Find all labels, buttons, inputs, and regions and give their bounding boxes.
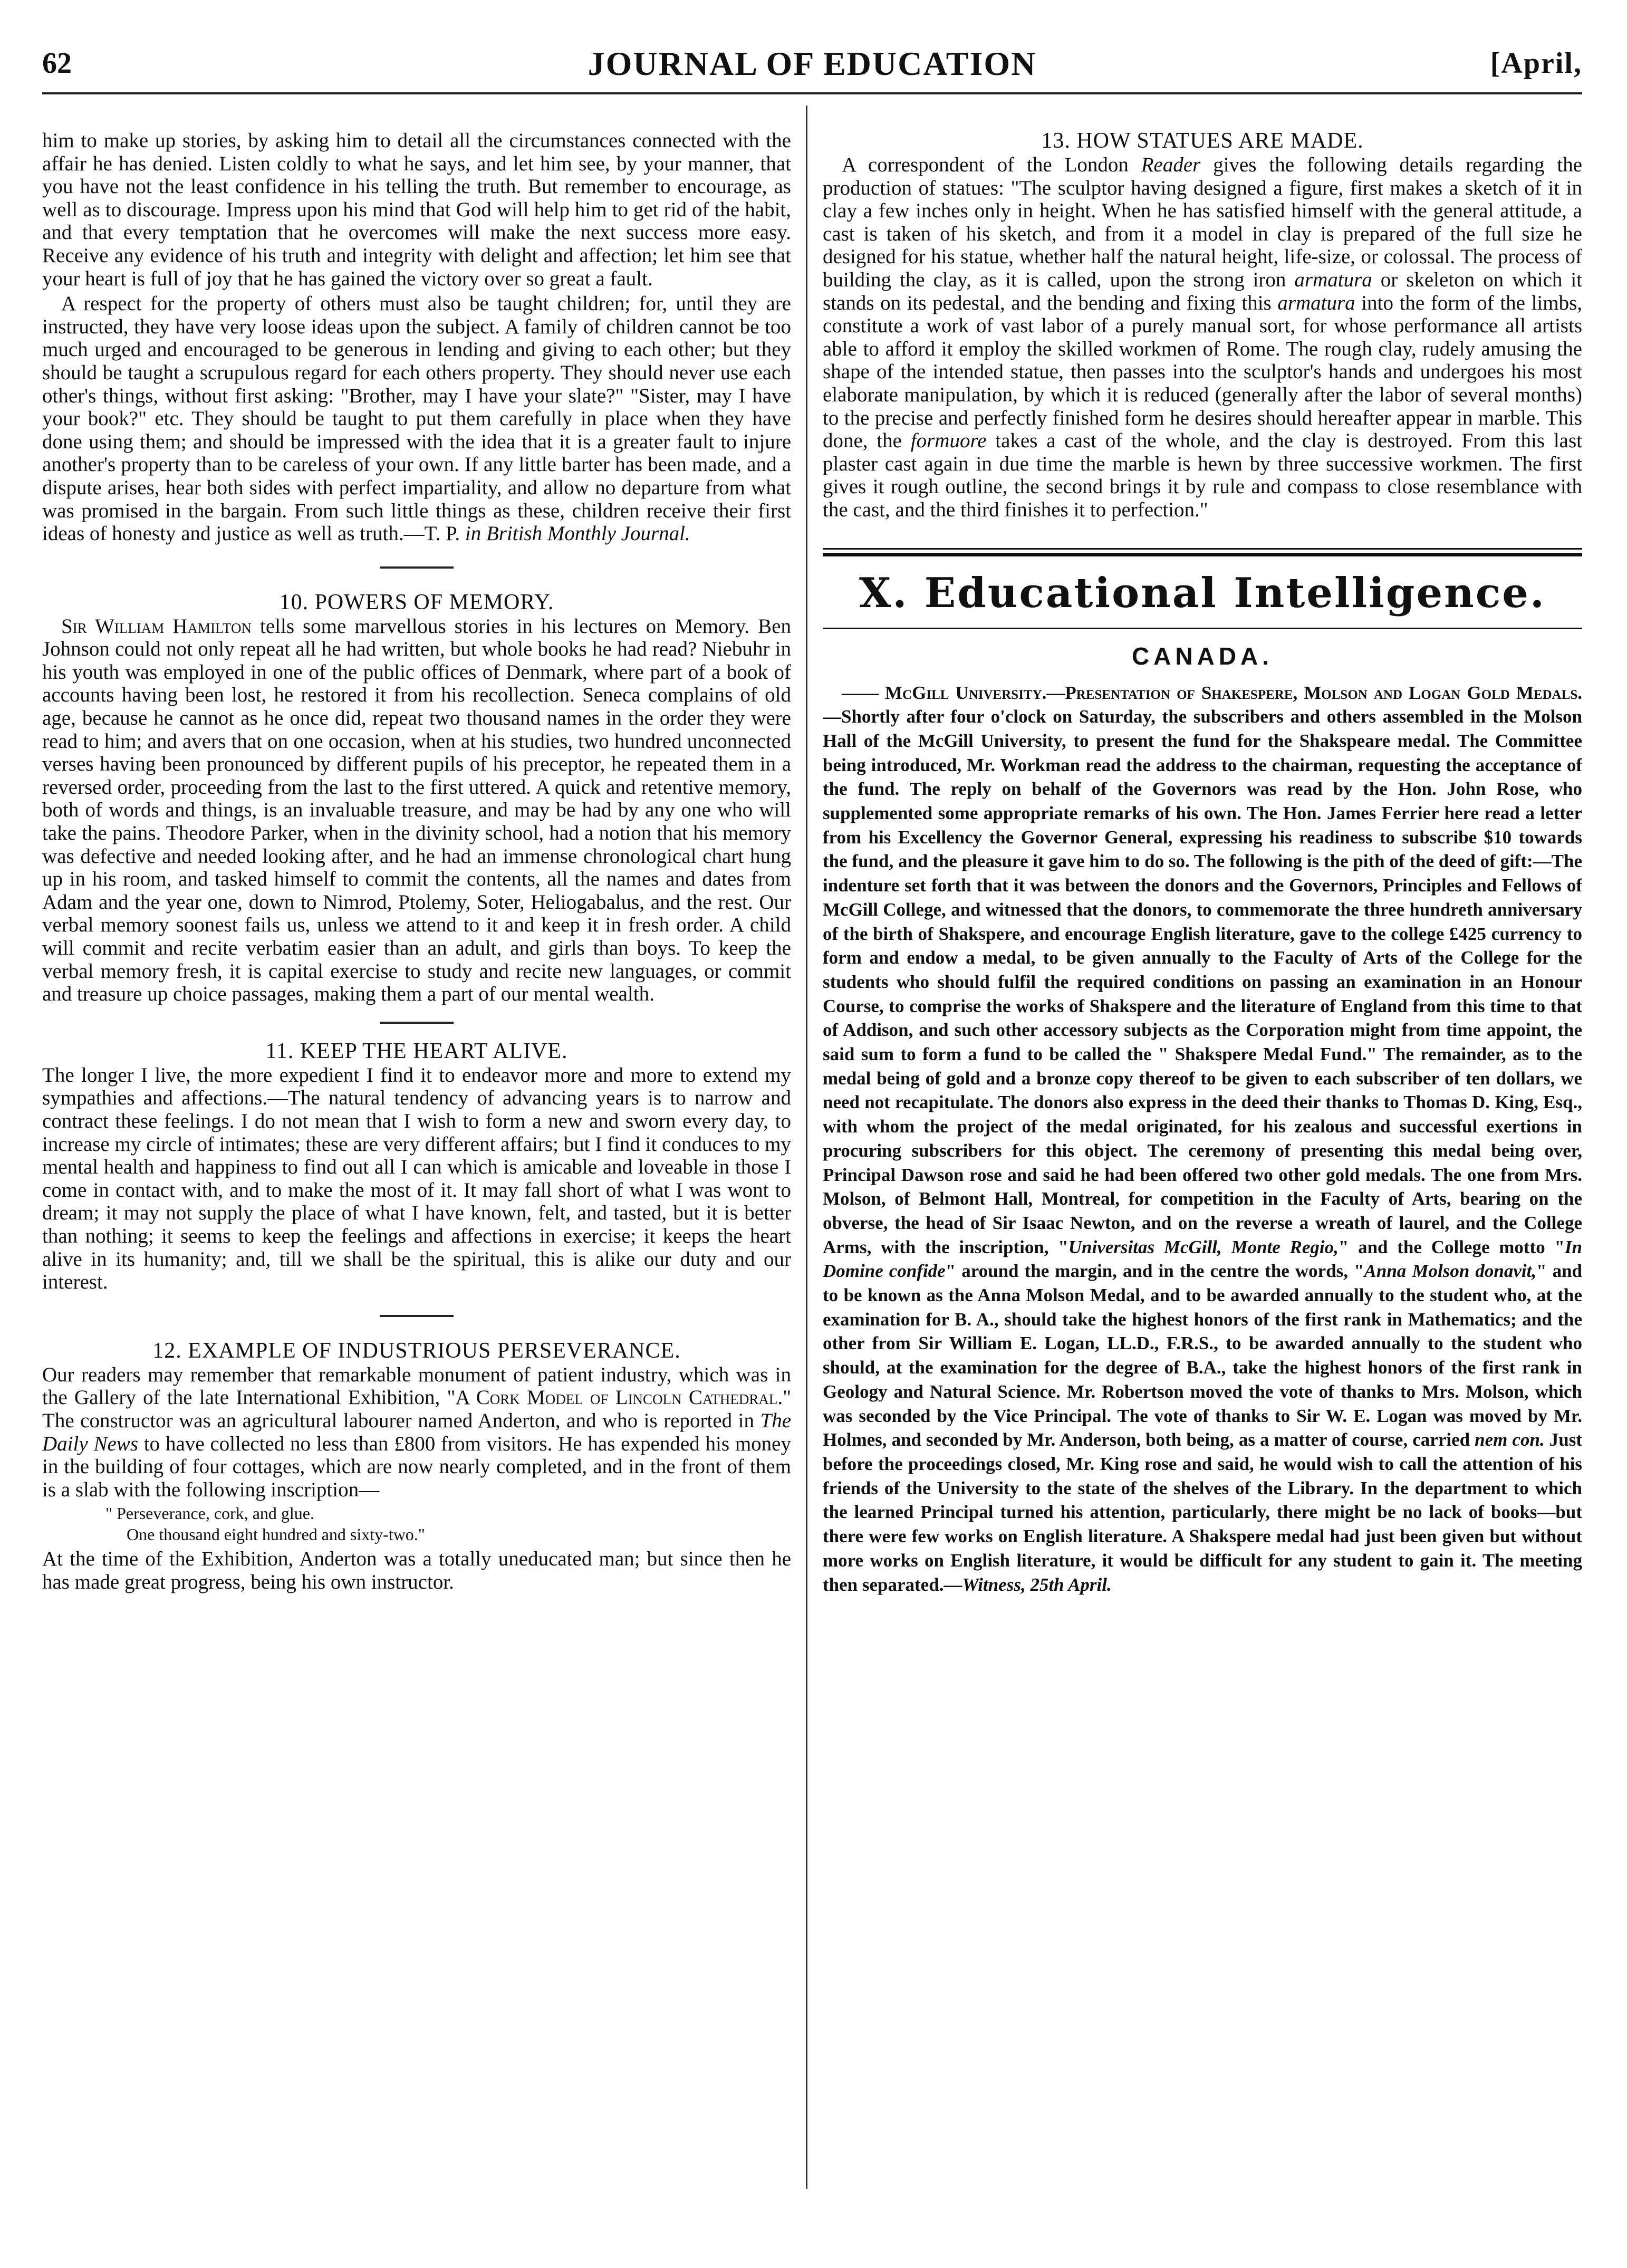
source-citation: in British Monthly Journal. (465, 522, 690, 545)
paragraph: him to make up stories, by asking him to detail all the circumstances connected with the affair he has denied. Listen coldly to what he says, and let him see, by your manner, that you have not the least confidence in his telling the truth. But remember to encourage, as well as to discourage. Impress upon his mind that God will help him to get rid of the habit, and that every temptation that he overcomes will make the next success more easy. Receive any evidence of his truth and integrity with delight and affection; let him see that your heart is full of joy that he has gained the victory over so great a fault. (42, 129, 791, 290)
running-header (42, 41, 1582, 89)
journal-title: JOURNAL OF EDUCATION (588, 45, 1037, 82)
section-rule (823, 553, 1582, 556)
section-title: 11. KEEP THE HEART ALIVE. (265, 1039, 568, 1063)
section-title: 13. HOW STATUES ARE MADE. (1041, 129, 1364, 153)
paragraph: At the time of the Exhibition, Anderton was a totally uneducated man; but since then he has made great progress, being his own instructor. (42, 1548, 791, 1593)
section-rule (823, 548, 1582, 550)
section-title: 10. POWERS OF MEMORY. (279, 590, 554, 614)
section-heading: X. Educational Intelligence. (859, 569, 1546, 617)
column-divider (806, 105, 807, 2189)
section-divider (380, 1022, 454, 1024)
page-number: 62 (42, 47, 72, 80)
paragraph: A respect for the property of others must also be taught children; for, until they are instructed, they have very loose ideas upon the subject. A family of children cannot be too much urged and encouraged to be generous in lending and giving to each other; but they should be taught a scrupulous regard for each others property. They should never use each other's things, without first asking: "Brother, may I have your slate?" "Sister, may I have your book?" etc. They should be taught to put them carefully in place when they have done using them; and should be impressed with the idea that it is a greater fault to injure another's property than to be careless of your own. If any little barter has been made, and a dispute arises, hear both sides with perfect impartiality, and allow no departure from what was promised in the bargain. From such little things as these, children receive their first ideas of honesty and justice as well as truth.—T. P. in British Monthly Journal. (42, 292, 791, 545)
inscription-verse: " Perseverance, cork, and glue. One thousand eight hundred and sixty-two." (105, 1504, 425, 1544)
section-rule (823, 628, 1582, 629)
header-month: [April, (1490, 47, 1582, 80)
right-column (823, 129, 1582, 2202)
section-title: 12. EXAMPLE OF INDUSTRIOUS PERSEVERANCE. (152, 1338, 681, 1363)
paragraph: The longer I live, the more expedient I find it to endeavor more and more to extend my sympathies and affections.—The natural tendency of advancing years is to narrow and contract these feelings. I do not mean that I wish to form a new and sworn every day, to increase my circle of intimates; these are very different affairs; but I find it conduces to my mental health and happiness to find out all I can which is amicable and loveable in those I come in contact with, and to make the most of it. It may fall short of what I was wont to dream; it may not supply the place of what I have known, felt, and tasted, but it is better than nothing; it seems to keep the feelings and affections in exercise; it keeps the heart alive in its humanity; and, till we shall be the spiritual, this is alike our duty and our interest. (42, 1063, 791, 1294)
news-item: —— McGill University.—Presentation of Shakespere, Molson and Logan Gold Medals.—Shortly after four o'clock on Saturday, the subscribers and others assembled in the Molson Hall of the McGill University, to present the fund for the Shakspeare medal. The Committee being introduced, Mr. Workman read the address to the chairman, requesting the acceptance of the fund. The reply on behalf of the Governors was read by the Hon. John Rose, who supplemented some appropriate remarks of his own. The Hon. James Ferrier here read a letter from his Excellency the Governor General, expressing his readiness to subscribe $10 towards the fund, and the pleasure it gave him to do so. The following is the pith of the deed of gift:—The indenture set forth that it was between the donors and the Governors, Principles and Fellows of McGill College, and witnessed that the donors, to commemorate the three hundreth anniversary of the birth of Shakspere, and encourage English literature, gave to the college £425 currency to form and endow a medal, to be given annually to the Faculty of Arts of the College for the students who should fulfil the required conditions on passing an examination in an Honour Course, to comprise the works of Shakspere and the literature of England from this time to that of Addison, and such other accessory subjects as the Corporation might from time appoint, the said sum to form a fund to be called the " Shakspere Medal Fund." The remainder, as to the medal being of gold and a bronze copy thereof to be given to each subscriber of ten dollars, we need not recapitulate. The donors also express in the deed their thanks to Thomas D. King, Esq., with whom the project of the medal originated, for his zealous and successful exertions in procuring subscribers for this object. The ceremony of presenting this medal being over, Principal Dawson rose and said he had been offered two other gold medals. The one from Mrs. Molson, of Belmont Hall, Montreal, for competition in the Faculty of Arts, bearing on the obverse, the head of Sir Isaac Newton, and on the reverse a wreath of laurel, and the College Arms, with the inscription, "Universitas McGill, Monte Regio," and the College motto "In Domine confide" around the margin, and in the centre the words, "Anna Molson donavit," and to be known as the Anna Molson Medal, and to be awarded annually to the student who, at the examination for B. A., should take the highest honors of the first rank in Mathematics; and the other from Sir William E. Logan, LL.D., F.R.S., to be awarded annually to the student who should, at the examination for the degree of B.A., take the highest honors of the first rank in Geology and Natural Science. Mr. Robertson moved the vote of thanks to Mrs. Molson, which was seconded by the Vice Principal. The vote of thanks to Sir W. E. Logan was moved by Mr. Holmes, and seconded by Mr. Anderson, both being, as a matter of course, carried nem con. Just before the proceedings closed, Mr. King rose and said, he would wish to call the attention of his friends of the University to the state of the shelves of the Library. In the department to which the learned Principal turned his attention, particularly, there might be no lack of books—but there were few works on English literature. A Shakspere medal had just been given but without more works on English literature, it would be difficult for any student to gain it. The meeting then separated.—Witness, 25th April. (823, 682, 1582, 1595)
header-rule (42, 92, 1582, 94)
region-heading: CANADA. (1131, 642, 1274, 670)
source-citation: Witness, 25th April. (962, 1574, 1112, 1595)
paragraph: Sir William Hamilton tells some marvellous stories in his lectures on Memory. Ben Johnson could not only repeat all he had written, but whole books he had read? Niebuhr in his youth was employed in one of the public offices of Denmark, where part of a book of accounts having been lost, he restored it from his recollection. Seneca complains of old age, because he cannot as he once did, repeat two thousand names in the order they were read to him; and avers that on one occasion, when at his studies, two hundred unconnected verses having been pronounced by different pupils of his preceptor, he repeated them in a reversed order, proceeding from the last to the first uttered. A quick and retentive memory, both of words and things, is an invaluable treasure, and may be had by any one who will take the pains. Theodore Parker, when in the divinity school, had a notion that his memory was defective and needed looking after, and he had an immense chronological chart hung up in his room, and tasked himself to commit the contents, all the names and dates from Adam and the year one, down to Nimrod, Ptolemy, Soter, Heliogabalus, and the rest. Our verbal memory soonest fails us, unless we attend to it and keep it in fresh order. A child will commit and recite verbatim easier than an adult, and girls than boys. To keep the verbal memory fresh, it is capital exercise to study and recite new languages, or commit and treasure up choice passages, making them a part of our mental wealth. (42, 614, 791, 1006)
paragraph: A correspondent of the London Reader gives the following details regarding the production of statues: "The sculptor having designed a figure, first makes a sketch of it in clay a few inches only in height. When he has satisfied himself with the general attitude, a cast is taken of his sketch, and from it a model in clay is prepared of the full size he designed for his statue, whether half the natural height, life-size, or colossal. The process of building the clay, as it is called, upon the strong iron armatura or skeleton on which it stands on its pedestal, and the bending and fixing this armatura into the form of the limbs, constitute a work of vast labor of a purely manual sort, for whose performance all artists able to afford it employ the skilled workmen of Rome. The rough clay, rudely amusing the shape of the intended statue, then passes into the sculptor's hands and undergoes his most elaborate manipulation, by which it is reduced (generally after the labor of several months) to the precise and perfectly finished form he desires should hereafter appear in marble. This done, the formuore takes a cast of the whole, and the clay is destroyed. From this last plaster cast again in due time the marble is hewn by three successive workmen. The first gives it rough outline, the second brings it by rule and compass to close resemblance with the cast, and the third finishes it to perfection." (823, 153, 1582, 521)
section-divider (380, 566, 454, 569)
left-column (42, 129, 791, 2202)
section-divider (380, 1315, 454, 1317)
paragraph: Our readers may remember that remarkable monument of patient industry, which was in the Gallery of the late International Exhibition, "A Cork Model of Lincoln Cathedral." The constructor was an agricultural labourer named Anderton, and who is reported in The Daily News to have collected no less than £800 from visitors. He has expended his money in the building of four cottages, which are now nearly completed, and in the front of them is a slab with the following inscription— (42, 1363, 791, 1501)
